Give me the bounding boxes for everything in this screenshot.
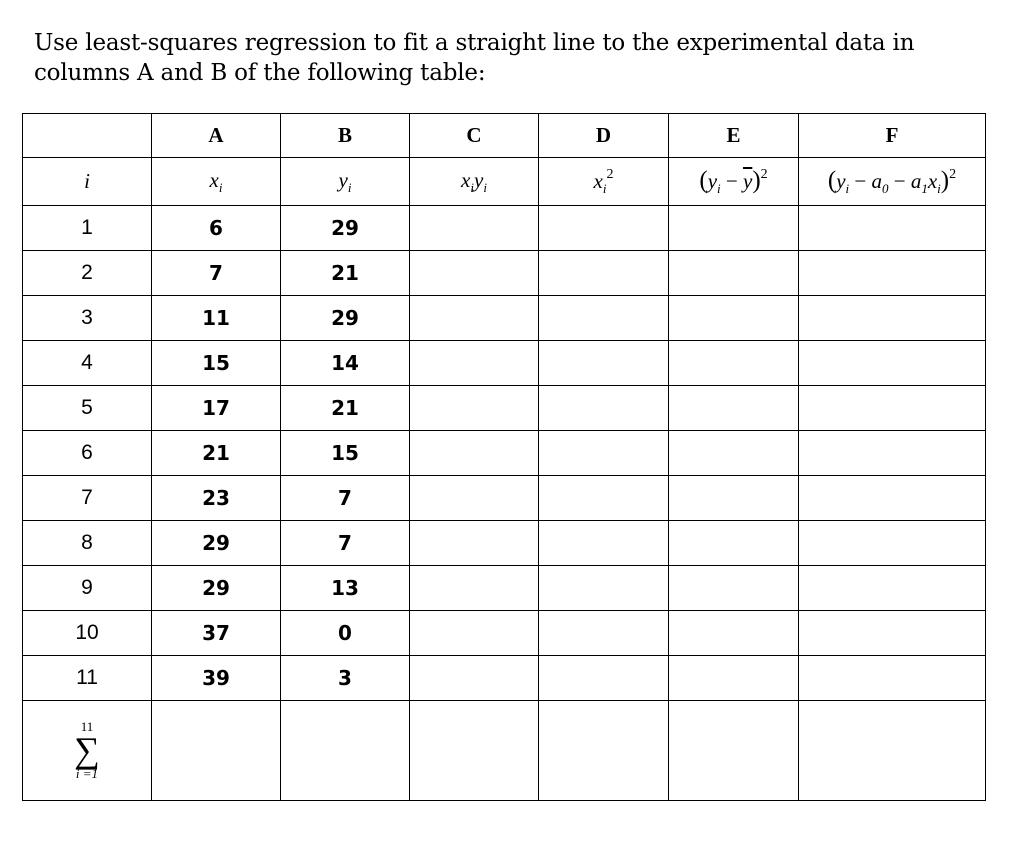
empty-cell-c — [410, 611, 539, 656]
symbol-xiyi: $x_iy_i$ — [410, 158, 539, 206]
x-value-cell: 39 — [152, 656, 281, 701]
summation-symbol-cell — [23, 701, 152, 801]
table-row — [23, 656, 986, 701]
column-header-d: D — [539, 114, 669, 158]
sigma-icon — [74, 720, 100, 780]
empty-cell-c — [410, 251, 539, 296]
empty-cell-f — [799, 251, 986, 296]
table-row — [23, 431, 986, 476]
empty-cell-c — [410, 476, 539, 521]
column-header-e: E — [669, 114, 799, 158]
symbol-yi: $y_i$ — [281, 158, 410, 206]
y-value-cell: 14 — [281, 341, 410, 386]
empty-cell-e — [669, 296, 799, 341]
empty-cell-c — [410, 341, 539, 386]
table-row — [23, 566, 986, 611]
x-value-cell: 21 — [152, 431, 281, 476]
sum-symbol: ∑ — [74, 729, 100, 770]
y-value-cell: 0 — [281, 611, 410, 656]
index-cell: 5 — [23, 386, 152, 431]
symbol-residual-squared: $(y_i - a_0 - a_1x_i)^2$ — [799, 158, 986, 206]
summation-row — [23, 701, 986, 801]
index-cell: 3 — [23, 296, 152, 341]
empty-cell-e — [669, 566, 799, 611]
empty-cell-c — [410, 566, 539, 611]
table-row — [23, 611, 986, 656]
x-value-cell: 6 — [152, 206, 281, 251]
index-cell: 10 — [23, 611, 152, 656]
symbol-row — [23, 158, 986, 206]
empty-cell-f — [799, 206, 986, 251]
empty-cell-d — [539, 431, 669, 476]
index-cell: 8 — [23, 521, 152, 566]
sum-cell-f — [799, 701, 986, 801]
table-row — [23, 476, 986, 521]
empty-cell-f — [799, 566, 986, 611]
empty-cell-d — [539, 566, 669, 611]
index-cell: 11 — [23, 656, 152, 701]
table-row — [23, 206, 986, 251]
empty-cell-f — [799, 386, 986, 431]
empty-cell-c — [410, 656, 539, 701]
x-value-cell: 15 — [152, 341, 281, 386]
empty-cell-d — [539, 611, 669, 656]
y-value-cell: 29 — [281, 296, 410, 341]
column-header-b: B — [281, 114, 410, 158]
x-value-cell: 23 — [152, 476, 281, 521]
index-cell: 9 — [23, 566, 152, 611]
sum-lower-limit: i =1 — [75, 765, 99, 781]
empty-cell-e — [669, 656, 799, 701]
y-value-cell: 21 — [281, 386, 410, 431]
empty-cell-d — [539, 386, 669, 431]
empty-cell-c — [410, 386, 539, 431]
y-value-cell: 21 — [281, 251, 410, 296]
empty-cell-d — [539, 341, 669, 386]
empty-cell-e — [669, 341, 799, 386]
empty-cell-e — [669, 251, 799, 296]
table-row — [23, 251, 986, 296]
empty-cell-d — [539, 206, 669, 251]
empty-cell-f — [799, 611, 986, 656]
empty-cell-f — [799, 296, 986, 341]
symbol-xi-squared: $x_i^2$ — [539, 158, 669, 206]
y-value-cell: 3 — [281, 656, 410, 701]
table-row — [23, 341, 986, 386]
sum-cell-d — [539, 701, 669, 801]
empty-cell-d — [539, 656, 669, 701]
empty-cell-f — [799, 341, 986, 386]
empty-cell-d — [539, 296, 669, 341]
empty-cell-f — [799, 521, 986, 566]
index-cell: 2 — [23, 251, 152, 296]
table-row — [23, 521, 986, 566]
column-header-c: C — [410, 114, 539, 158]
symbol-deviation-squared: $(y_i - \overline{y})^2$ — [669, 158, 799, 206]
sum-upper-limit: 11 — [80, 718, 94, 734]
index-cell: 4 — [23, 341, 152, 386]
column-letter-row — [23, 114, 986, 158]
empty-cell-c — [410, 521, 539, 566]
x-value-cell: 17 — [152, 386, 281, 431]
sum-cell-e — [669, 701, 799, 801]
y-value-cell: 13 — [281, 566, 410, 611]
sum-cell-c — [410, 701, 539, 801]
regression-table — [22, 113, 986, 801]
table-row — [23, 386, 986, 431]
empty-cell-f — [799, 476, 986, 521]
sum-cell-b — [281, 701, 410, 801]
empty-cell-c — [410, 431, 539, 476]
x-value-cell: 11 — [152, 296, 281, 341]
empty-cell-e — [669, 431, 799, 476]
y-value-cell: 29 — [281, 206, 410, 251]
empty-cell-e — [669, 611, 799, 656]
column-header-a: A — [152, 114, 281, 158]
index-cell: 6 — [23, 431, 152, 476]
y-value-cell: 7 — [281, 521, 410, 566]
empty-cell-c — [410, 296, 539, 341]
table-row — [23, 296, 986, 341]
x-value-cell: 37 — [152, 611, 281, 656]
empty-cell-e — [669, 386, 799, 431]
symbol-i: i — [23, 158, 152, 206]
sum-cell-a — [152, 701, 281, 801]
x-value-cell: 7 — [152, 251, 281, 296]
empty-cell-f — [799, 431, 986, 476]
problem-statement: Use least-squares regression to fit a straight line to the experimental data in columns A and B of the following table: — [34, 30, 915, 86]
empty-cell-f — [799, 656, 986, 701]
empty-cell-d — [539, 476, 669, 521]
y-value-cell: 15 — [281, 431, 410, 476]
empty-cell-c — [410, 206, 539, 251]
x-value-cell: 29 — [152, 566, 281, 611]
symbol-xi: $x_i$ — [152, 158, 281, 206]
y-value-cell: 7 — [281, 476, 410, 521]
index-cell: 7 — [23, 476, 152, 521]
empty-cell-d — [539, 251, 669, 296]
index-cell: 1 — [23, 206, 152, 251]
empty-cell-e — [669, 206, 799, 251]
empty-cell-d — [539, 521, 669, 566]
column-header-f: F — [799, 114, 986, 158]
empty-cell-e — [669, 476, 799, 521]
x-value-cell: 29 — [152, 521, 281, 566]
empty-cell-e — [669, 521, 799, 566]
column-header-blank — [23, 114, 152, 158]
